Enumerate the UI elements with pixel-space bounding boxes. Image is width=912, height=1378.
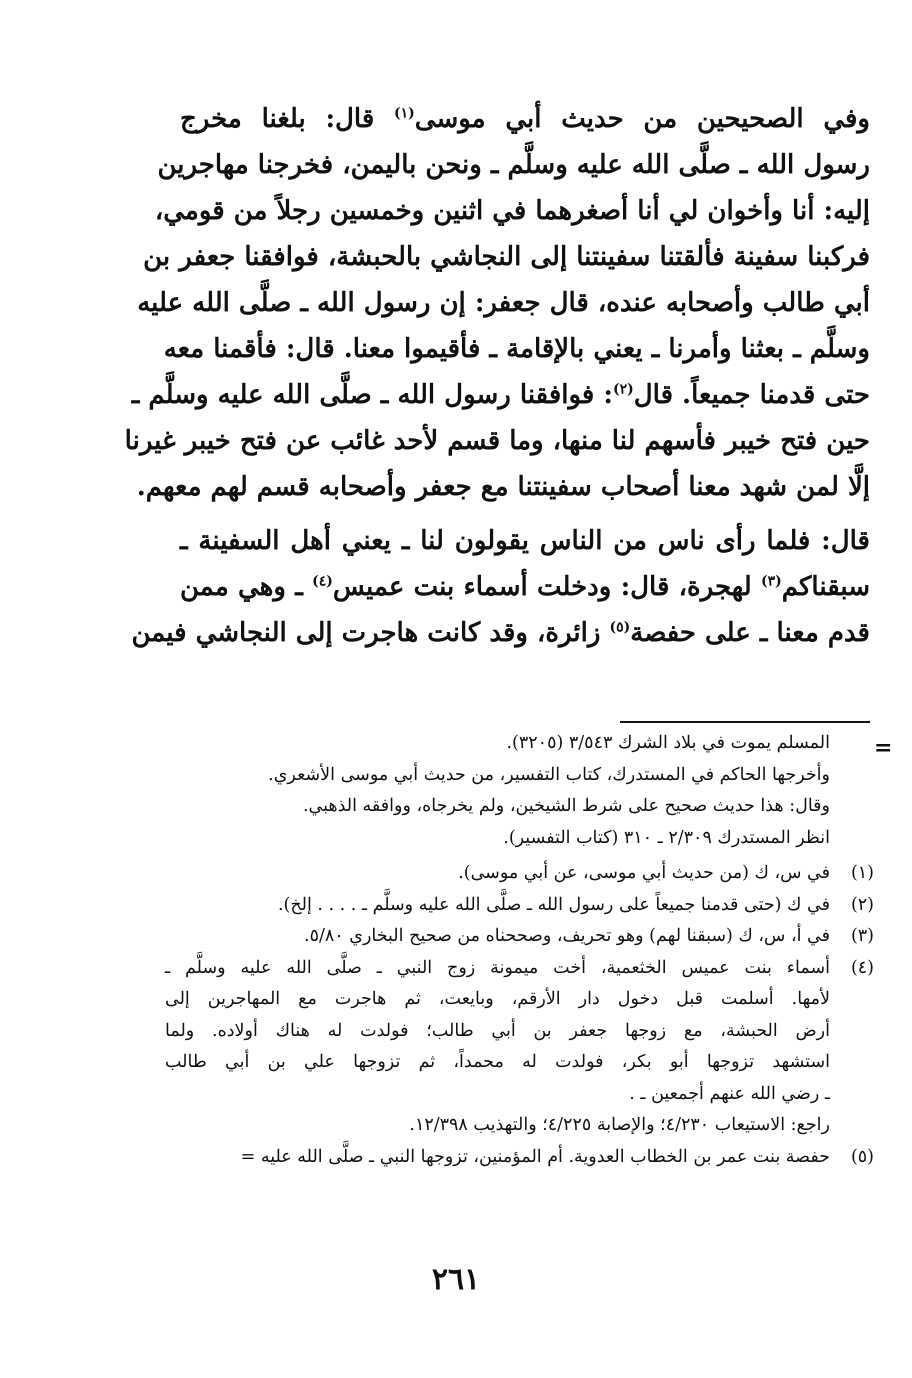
footnote-line: استشهد تزوجها أبو بكر، فولدت له محمداً، ثم تزوجها علي بن أبي طالب: [165, 1052, 830, 1072]
footnote-ref: (١): [394, 105, 415, 122]
footnote-line: وأخرجها الحاكم في المستدرك، كتاب التفسير، من حديث أبي موسى الأشعري.: [268, 764, 830, 785]
body-line: وسلَّم ـ بعثنا وأمرنا ـ يعني بالإقامة ـ فأقيموا معنا. قال: فأقمنا معه: [163, 334, 870, 364]
footnote-number: (٤): [850, 957, 874, 978]
body-line: [180, 96, 870, 142]
footnote-line: ـ رضي الله عنهم أجمعين ـ .: [629, 1083, 830, 1104]
line-text: قدم معنا ـ على حفصة: [630, 618, 870, 648]
body-line: قال: فلما رأى ناس من الناس يقولون لنا ـ يعني أهل السفينة ـ: [180, 526, 870, 556]
footnote-number: (٢): [850, 894, 874, 915]
line-text: : فوافقنا رسول الله ـ صلَّى الله عليه وسلَّم ـ: [131, 380, 613, 410]
line-text: وفي الصحيحين من حديث أبي موسى: [414, 104, 870, 134]
footnote-line: في س، ك (من حديث أبي موسى، عن أبي موسى).: [458, 863, 830, 883]
footnote-line: المسلم يموت في بلاد الشرك ٣/٥٤٣ (٣٢٠٥).: [506, 733, 830, 753]
body-line: حين فتح خيبر فأسهم لنا منها، وما قسم لأحد غائب عن فتح خيبر غيرنا: [124, 426, 870, 456]
line-text: سبقناكم: [781, 572, 870, 602]
footnote-ref: (٥): [609, 619, 631, 636]
footnote-ref: (٣): [760, 573, 782, 590]
footnote-number: (٣): [850, 926, 874, 946]
body-line: أبي طالب وأصحابه عنده، قال جعفر: إن رسول الله ـ صلَّى الله عليه: [137, 288, 870, 318]
footnote-line: وقال: هذا حديث صحيح على شرط الشيخين، ولم يخرجاه، ووافقه الذهبي.: [302, 796, 830, 816]
footnote-line: انظر المستدرك ٢/٣٠٩ ـ ٣١٠ (كتاب التفسير).: [503, 827, 830, 848]
footnote-separator: [620, 721, 870, 723]
body-line: إلَّا لمن شهد معنا أصحاب سفينتنا مع جعفر وأصحابه قسم لهم معهم.: [136, 472, 870, 502]
page-number: ٢٦١: [431, 1262, 481, 1297]
footnote-line: حفصة بنت عمر بن الخطاب العدوية. أم المؤمنين، تزوجها النبي ـ صلَّى الله عليه =: [240, 1146, 830, 1167]
body-line: [180, 564, 870, 610]
footnote-number: (٥): [850, 1146, 874, 1167]
line-text: زائرة، وقد كانت هاجرت إلى النجاشي فيمن: [131, 618, 610, 648]
line-text: لهجرة، قال: ودخلت أسماء بنت عميس: [332, 572, 761, 602]
footnote-line: في أ، س، ك (سبقنا لهم) وهو تحريف، وصححناه من صحيح البخاري ٥/٨٠.: [304, 926, 830, 946]
line-text: حتى قدمنا جميعاً. قال: [633, 380, 870, 410]
footnote-line: راجع: الاستيعاب ٤/٢٣٠؛ والإصابة ٤/٢٢٥؛ والتهذيب ١٢/٣٩٨.: [409, 1115, 830, 1135]
body-line: إليه: أنا وأخوان لي أنا أصغرهما في اثنين وخمسين رجلاً من قومي،: [154, 196, 870, 226]
footnote-line: أرض الحبشة، مع زوجها جعفر بن أبي طالب؛ فولدت له هناك أولاده. ولما: [165, 1020, 830, 1041]
footnote-line: في ك (حتى قدمنا جميعاً على رسول الله ـ صلَّى الله عليه وسلَّم ـ . . . . إلخ).: [277, 894, 830, 915]
body-line: رسول الله ـ صلَّى الله عليه وسلَّم ـ ونحن باليمن، فخرجنا مهاجرين: [157, 150, 870, 180]
line-text: ـ وهي ممن: [180, 572, 313, 602]
continuation-mark: =: [874, 735, 893, 761]
footnote-line: لأمها. أسلمت قبل دخول دار الأرقم، وبايعت، ثم هاجرت مع المهاجرين إلى: [165, 989, 830, 1009]
footnote-line: أسماء بنت عميس الخثعمية، أخت ميمونة زوج النبي ـ صلَّى الله عليه وسلَّم ـ: [165, 957, 830, 978]
footnote-ref: (٤): [312, 573, 333, 590]
body-line: فركبنا سفينة فألقتنا سفينتنا إلى النجاشي بالحبشة، فوافقنا جعفر بن: [143, 242, 870, 272]
footnote-number: (١): [850, 863, 874, 883]
body-line: [131, 610, 870, 656]
body-line: [131, 372, 870, 418]
footnote-ref: (٢): [612, 381, 634, 398]
line-text: قال: بلغنا مخرج: [180, 104, 395, 134]
main-text: [124, 96, 870, 656]
